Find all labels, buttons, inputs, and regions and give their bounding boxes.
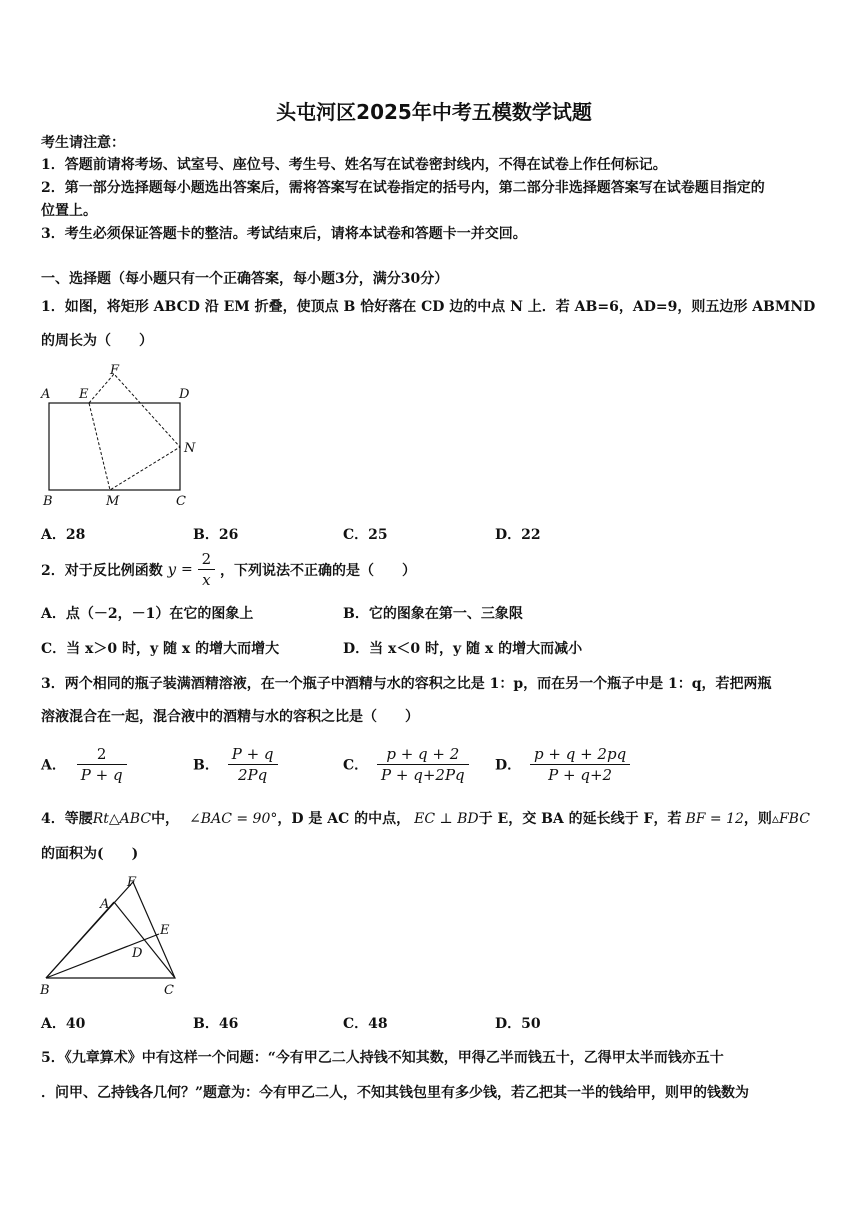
q4-part-e: ，D 是 AC 的中点， xyxy=(277,811,411,827)
q4-option-d: D．50 xyxy=(495,1016,541,1032)
q3-b-num: P + q xyxy=(228,744,278,765)
q4-part-d: ∠BAC = 90° xyxy=(189,811,278,827)
q3-option-a xyxy=(41,744,127,785)
q3-a-num: 2 xyxy=(77,744,127,765)
notice-line-3: 位置上。 xyxy=(41,203,97,219)
q3-option-a-label: A． xyxy=(41,757,66,774)
q4-part-b: Rt△ABC xyxy=(92,811,152,827)
q2-prefix: 2．对于反比例函数 xyxy=(41,562,163,579)
label-a: A xyxy=(100,897,110,912)
q4-stem-line1 xyxy=(41,808,810,828)
q2-option-c: C．当 x＞0 时，y 随 x 的增大而增大 xyxy=(41,641,280,657)
notice-line-1: 1．答题前请将考场、试室号、座位号、考生号、姓名写在试卷密封线内，不得在试卷上作任何标记。 xyxy=(41,157,667,173)
q3-option-c xyxy=(343,744,469,785)
q4-part-f: EC ⊥ BD xyxy=(414,811,479,827)
q3-a-den: P + q xyxy=(80,766,123,784)
q3-b-den: 2Pq xyxy=(238,766,268,784)
q1-option-b: B．26 xyxy=(193,527,239,543)
q2-fraction xyxy=(198,549,216,590)
label-e: E xyxy=(79,387,89,402)
q3-option-b xyxy=(193,744,278,785)
fold-lines xyxy=(89,374,180,490)
q4-part-i: ，则 xyxy=(743,811,772,827)
label-n: N xyxy=(184,441,196,456)
q2-eq: = xyxy=(180,561,193,578)
q4-option-a: A．40 xyxy=(41,1016,86,1032)
q3-c-den: P + q+2Pq xyxy=(381,766,465,784)
q5-stem-line1: 5．《九章算术》中有这样一个问题：“今有甲乙二人持钱不知其数，甲得乙半而钱五十，乙得甲太半而钱亦五十 xyxy=(41,1050,724,1066)
notice-heading: 考生请注意： xyxy=(41,135,125,151)
label-c: C xyxy=(176,494,186,509)
q3-option-c-label: C． xyxy=(343,757,369,774)
q4-part-j: ▵FBC xyxy=(771,811,810,827)
notice-line-4: 3．考生必须保证答题卡的整洁。考试结束后，请将本试卷和答题卡一并交回。 xyxy=(41,226,527,242)
q4-part-c: 中， xyxy=(151,811,180,827)
label-c: C xyxy=(164,983,174,998)
q4-option-b: B．46 xyxy=(193,1016,239,1032)
label-b: B xyxy=(43,494,53,509)
label-a: A xyxy=(41,387,51,402)
q2-option-a: A．点（－2，－1）在它的图象上 xyxy=(41,606,254,622)
q3-option-b-label: B． xyxy=(193,757,219,774)
q3-c-num: p + q + 2 xyxy=(377,744,469,765)
section-heading: 一、选择题（每小题只有一个正确答案，每小题3分，满分30分） xyxy=(41,271,449,287)
q2-y: y xyxy=(167,560,177,579)
q1-figure-rectangle xyxy=(38,360,208,510)
q4-figure-triangle xyxy=(36,868,196,1000)
triangle-fbc xyxy=(46,882,175,978)
q1-stem-line2: 的周长为（ ） xyxy=(41,333,153,349)
q4-stem-line2: 的面积为( ) xyxy=(41,846,139,862)
q4-part-g: 于 E，交 BA 的延长线于 F，若 xyxy=(478,811,682,827)
q2-stem xyxy=(41,549,416,590)
q2-num: 2 xyxy=(198,549,216,570)
label-b: B xyxy=(40,983,50,998)
q3-d-den: P + q+2 xyxy=(548,766,613,784)
label-f: F xyxy=(110,363,120,378)
label-e: E xyxy=(160,923,170,938)
q2-den: x xyxy=(202,571,211,589)
segment-ba xyxy=(46,902,114,978)
q5-stem-line2: ．问甲、乙持钱各几何？”题意为：今有甲乙二人，不知其钱包里有多少钱，若乙把其一半的钱给甲，则甲的钱数为 xyxy=(41,1085,750,1101)
q1-stem-line1: 1．如图，将矩形 ABCD 沿 EM 折叠，使顶点 B 恰好落在 CD 边的中点 N 上．若 AB=6，AD=9，则五边形 ABMND xyxy=(41,299,816,315)
q4-part-a: 4．等腰 xyxy=(41,811,93,827)
label-d: D xyxy=(132,946,143,961)
q3-option-d-label: D． xyxy=(495,757,522,774)
label-f: F xyxy=(127,875,137,890)
rectangle-abcd xyxy=(49,403,180,490)
label-d: D xyxy=(179,387,190,402)
q3-option-d xyxy=(495,744,630,785)
page-title: 头屯河区2025年中考五模数学试题 xyxy=(276,100,592,124)
q2-suffix: ，下列说法不正确的是（ ） xyxy=(220,562,417,579)
notice-line-2: 2．第一部分选择题每小题选出答案后，需将答案写在试卷指定的括号内，第二部分非选择题答案写在试卷题目指定的 xyxy=(41,180,765,196)
label-m: M xyxy=(106,494,120,509)
q2-option-d: D．当 x＜0 时，y 随 x 的增大而减小 xyxy=(343,641,583,657)
q4-part-h: BF = 12 xyxy=(685,811,744,827)
q4-option-c: C．48 xyxy=(343,1016,388,1032)
q1-option-d: D．22 xyxy=(495,527,541,543)
q3-stem-line2: 溶液混合在一起，混合液中的酒精与水的容积之比是（ ） xyxy=(41,709,419,725)
q3-d-num: p + q + 2pq xyxy=(530,744,630,765)
q2-option-b: B．它的图象在第一、三象限 xyxy=(343,606,523,622)
q1-option-a: A．28 xyxy=(41,527,86,543)
q3-stem-line1: 3．两个相同的瓶子装满酒精溶液，在一个瓶子中酒精与水的容积之比是 1：p，而在另一个瓶子中是 1：q，若把两瓶 xyxy=(41,676,772,692)
q1-option-c: C．25 xyxy=(343,527,388,543)
